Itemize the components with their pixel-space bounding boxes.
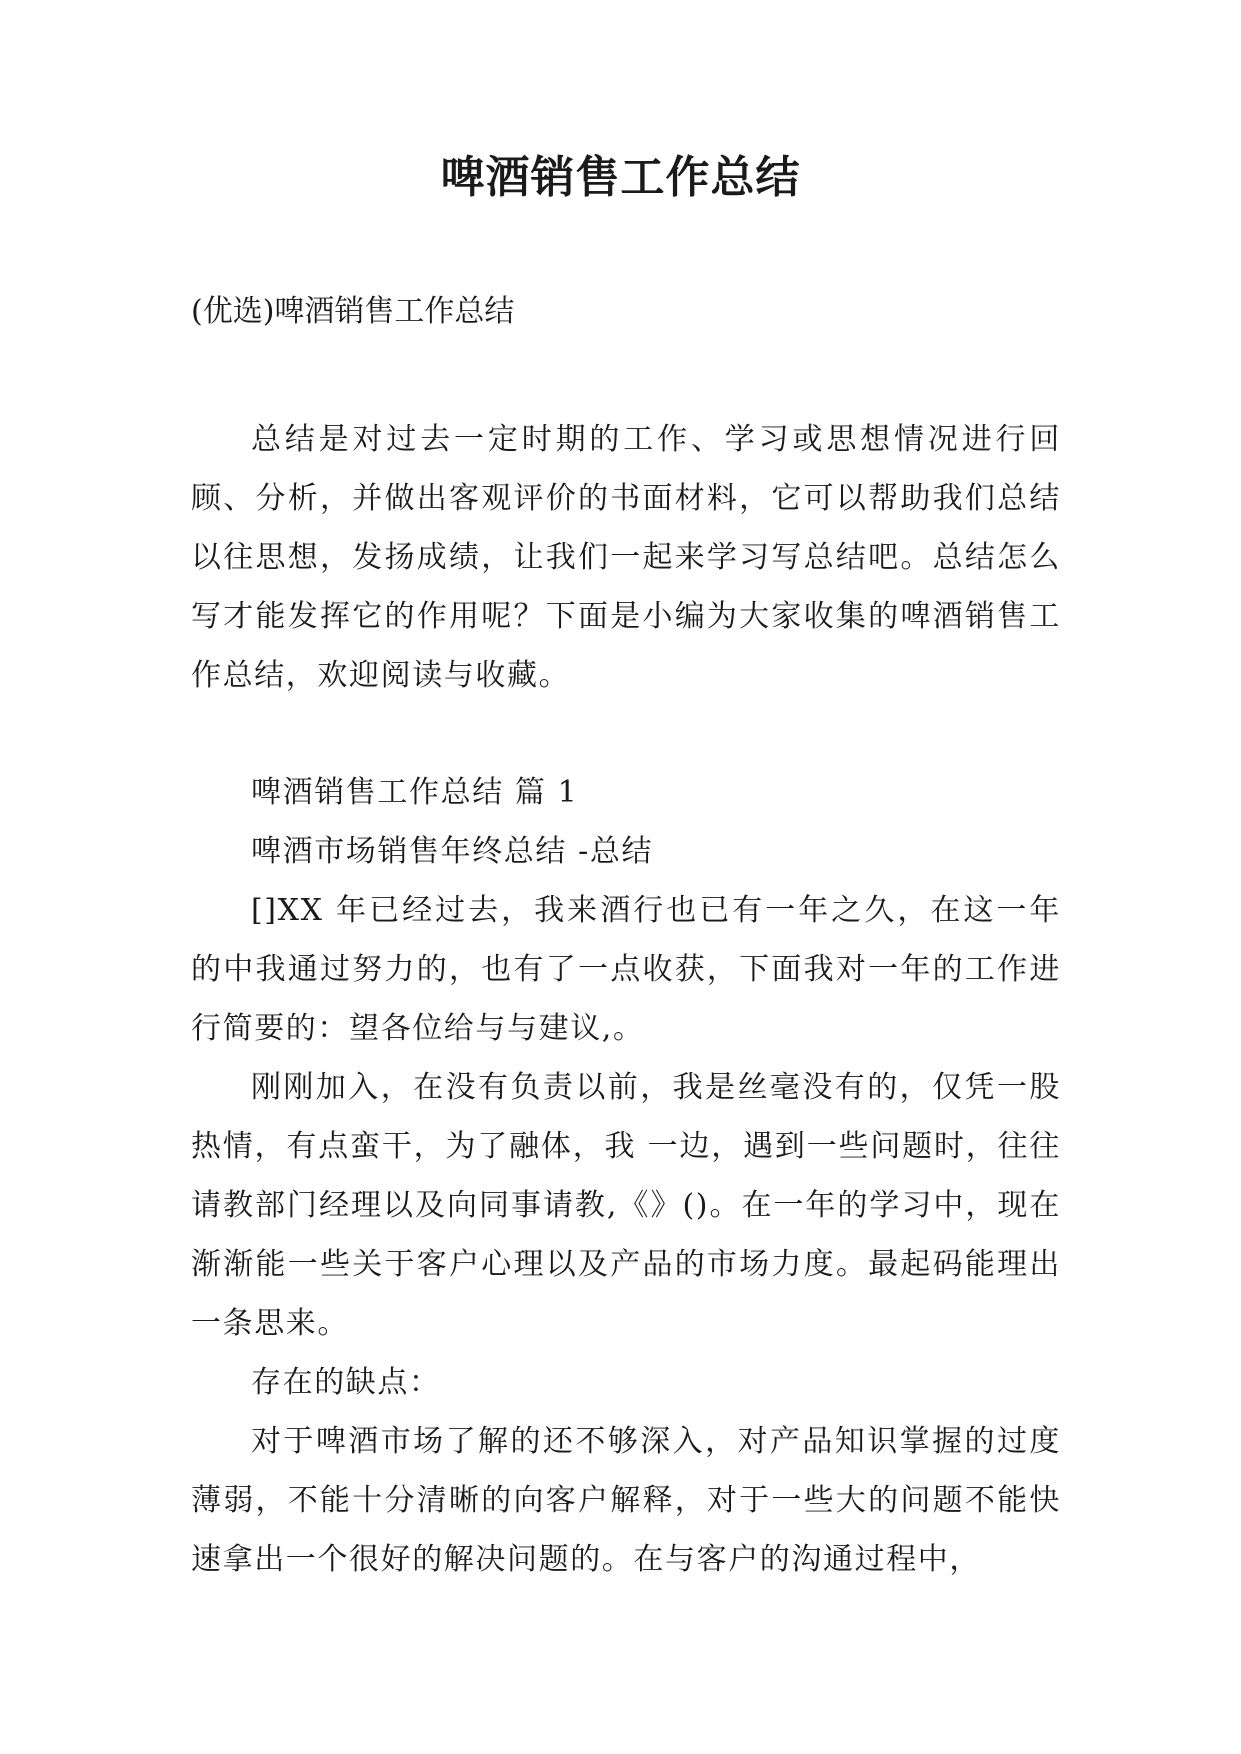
document-subtitle: (优选)啤酒销售工作总结 — [191, 294, 515, 329]
section-heading: 啤酒销售工作总结 篇 1 — [251, 775, 579, 810]
document-body — [191, 410, 1061, 1589]
body-paragraph: 对于啤酒市场了解的还不够深入，对产品知识掌握的过度薄弱，不能十分清晰的向客户解释，对于一些大的问题不能快速拿出一个很好的解决问题的。在与客户的沟通过程中， — [191, 1424, 1061, 1577]
body-paragraph: 刚刚加入，在没有负责以前，我是丝毫没有的，仅凭一股热情，有点蛮干，为了融体，我 一边，遇到一些问题时，往往请教部门经理以及向同事请教,《》()。在一年的学习中，现在渐渐能一些关于客户心理以及产品的市场力度。最起码能理出一条思来。 — [191, 1070, 1061, 1341]
document-title: 啤酒销售工作总结 — [440, 152, 801, 203]
shortcomings-heading: 存在的缺点： — [251, 1365, 441, 1400]
article-title: 啤酒市场销售年终总结 -总结 — [251, 834, 654, 869]
body-paragraph: []XX 年已经过去，我来酒行也已有一年之久，在这一年的中我通过努力的，也有了一点收获，下面我对一年的工作进行简要的：望各位给与与建议,。 — [191, 893, 1061, 1046]
intro-paragraph: 总结是对过去一定时期的工作、学习或思想情况进行回顾、分析，并做出客观评价的书面材料，它可以帮助我们总结以往思想，发扬成绩，让我们一起来学习写总结吧。总结怎么写才能发挥它的作用呢？下面是小编为大家收集的啤酒销售工作总结，欢迎阅读与收藏。 — [191, 422, 1061, 693]
